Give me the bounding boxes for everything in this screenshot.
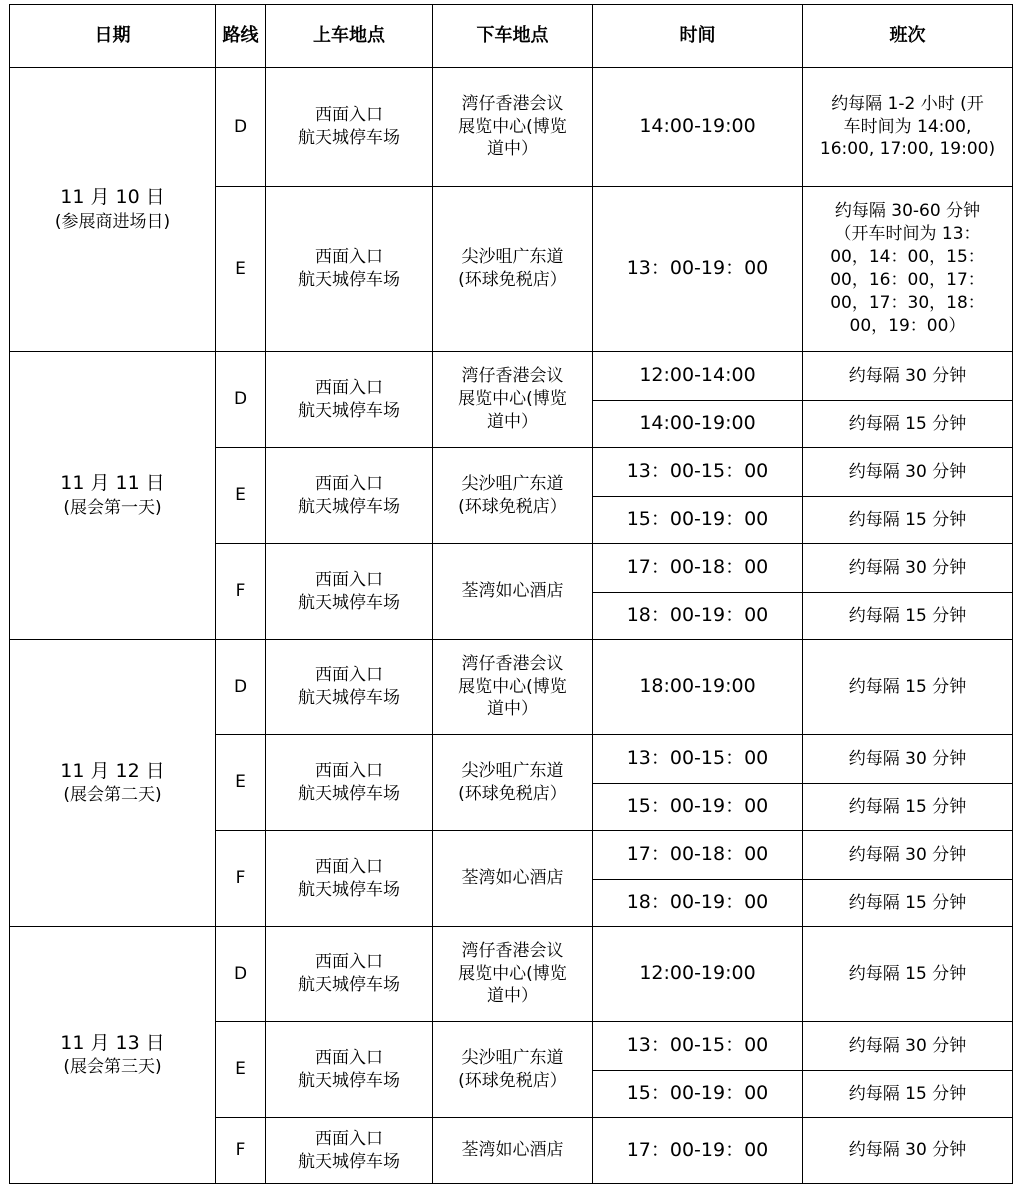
header-boarding: 上车地点 [266, 5, 433, 68]
dropoff-cell [433, 68, 593, 187]
boarding-line: 航天城停车场 [298, 270, 400, 290]
shuttle-schedule-table [9, 4, 1013, 1184]
dropoff-line: 湾仔香港会议 [461, 93, 564, 114]
dropoff-cell [433, 927, 593, 1022]
boarding-line: 西面入口 [315, 1047, 383, 1068]
date-note: (展会第二天) [63, 785, 162, 806]
boarding-line: 航天城停车场 [298, 879, 400, 900]
frequency-cell: 约每隔 15 分钟 [803, 1071, 1013, 1118]
time-cell: 15：00-19：00 [593, 784, 803, 831]
route-cell: E [216, 735, 266, 831]
dropoff-line: (环球免税店） [458, 1070, 567, 1091]
time-cell: 18：00-19：00 [593, 880, 803, 927]
boarding-line: 西面入口 [315, 665, 383, 686]
time-cell: 15：00-19：00 [593, 1071, 803, 1118]
boarding-line: 航天城停车场 [298, 1070, 400, 1091]
boarding-line: 西面入口 [315, 1128, 383, 1149]
date-cell [10, 352, 216, 640]
time-cell: 18：00-19：00 [593, 593, 803, 640]
boarding-cell [266, 187, 433, 352]
frequency-cell: 约每隔 30 分钟 [803, 735, 1013, 784]
table-row [10, 927, 1013, 1022]
table-row [10, 640, 1013, 735]
date-note: (参展商进场日) [54, 211, 171, 232]
frequency-cell [803, 187, 1013, 352]
time-cell: 12:00-19:00 [593, 927, 803, 1022]
boarding-line: 航天城停车场 [298, 400, 400, 421]
dropoff-line: 道中） [487, 699, 538, 720]
dropoff-line: 湾仔香港会议 [461, 366, 564, 387]
frequency-cell: 约每隔 30 分钟 [803, 544, 1013, 593]
boarding-line: 航天城停车场 [298, 783, 400, 804]
frequency-cell: 约每隔 15 分钟 [803, 401, 1013, 448]
boarding-line: 西面入口 [315, 952, 383, 973]
route-cell: F [216, 831, 266, 927]
frequency-cell: 约每隔 30 分钟 [803, 1118, 1013, 1184]
dropoff-line: 展览中心(博览 [458, 116, 567, 137]
table-row [10, 68, 1013, 187]
boarding-line: 航天城停车场 [298, 496, 400, 517]
time-cell: 13：00-19：00 [593, 187, 803, 352]
date-note: (展会第一天) [63, 497, 162, 518]
dropoff-line: 道中） [487, 411, 538, 432]
frequency-cell: 约每隔 30 分钟 [803, 1022, 1013, 1071]
date-note: (展会第三天) [63, 1057, 162, 1078]
time-cell: 12:00-14:00 [593, 352, 803, 401]
frequency-cell: 约每隔 30 分钟 [803, 352, 1013, 401]
header-dropoff: 下车地点 [433, 5, 593, 68]
boarding-cell [266, 68, 433, 187]
frequency-cell [803, 68, 1013, 187]
frequency-line: （开车时间为 13： [834, 224, 981, 245]
dropoff-line: (环球免税店） [458, 496, 567, 517]
time-cell: 17：00-18：00 [593, 544, 803, 593]
route-cell: F [216, 1118, 266, 1184]
boarding-line: 航天城停车场 [298, 688, 400, 708]
dropoff-cell [433, 640, 593, 735]
boarding-line: 航天城停车场 [298, 975, 400, 995]
frequency-cell: 约每隔 15 分钟 [803, 784, 1013, 831]
header-frequency: 班次 [803, 5, 1013, 68]
boarding-cell [266, 1022, 433, 1118]
dropoff-line: 道中） [487, 986, 538, 1007]
route-cell: E [216, 187, 266, 352]
dropoff-line: 展览中心(博览 [458, 389, 567, 410]
time-cell: 17：00-18：00 [593, 831, 803, 880]
dropoff-line: 尖沙咀广东道 [461, 760, 564, 781]
dropoff-line: 展览中心(博览 [458, 963, 567, 984]
frequency-line: 00，14：00，15： [830, 247, 985, 268]
header-date: 日期 [10, 5, 216, 68]
boarding-cell [266, 448, 433, 544]
route-cell: E [216, 1022, 266, 1118]
boarding-line: 西面入口 [315, 856, 383, 877]
boarding-line: 航天城停车场 [298, 1151, 400, 1172]
boarding-cell [266, 1118, 433, 1184]
dropoff-line: (环球免税店） [458, 783, 567, 804]
dropoff-cell [433, 187, 593, 352]
boarding-line: 西面入口 [315, 377, 383, 398]
dropoff-line: 道中） [487, 139, 538, 160]
frequency-cell: 约每隔 15 分钟 [803, 927, 1013, 1022]
route-cell: E [216, 448, 266, 544]
time-cell: 18:00-19:00 [593, 640, 803, 735]
boarding-line: 西面入口 [315, 760, 383, 781]
dropoff-cell [433, 352, 593, 448]
boarding-cell [266, 640, 433, 735]
dropoff-cell: 荃湾如心酒店 [433, 831, 593, 927]
dropoff-line: (环球免税店） [458, 270, 567, 290]
dropoff-line: 湾仔香港会议 [461, 940, 564, 961]
frequency-line: 约每隔 1-2 小时 (开 [831, 93, 984, 114]
time-cell: 13：00-15：00 [593, 1022, 803, 1071]
dropoff-line: 尖沙咀广东道 [461, 247, 564, 268]
date-label: 11 月 10 日 [60, 186, 165, 209]
boarding-cell [266, 544, 433, 640]
boarding-line: 西面入口 [315, 569, 383, 590]
dropoff-line: 展览中心(博览 [458, 676, 567, 697]
dropoff-cell [433, 448, 593, 544]
frequency-line: 车时间为 14:00, [843, 116, 972, 137]
dropoff-line: 湾仔香港会议 [461, 653, 564, 674]
frequency-cell: 约每隔 15 分钟 [803, 593, 1013, 640]
time-cell: 14:00-19:00 [593, 401, 803, 448]
frequency-line: 约每隔 30-60 分钟 [834, 201, 981, 222]
frequency-line: 00，19：00） [849, 315, 966, 336]
frequency-line: 00，17：30，18： [830, 292, 985, 313]
time-cell: 15：00-19：00 [593, 497, 803, 544]
date-label: 11 月 13 日 [60, 1031, 165, 1054]
route-cell: F [216, 544, 266, 640]
frequency-cell: 约每隔 30 分钟 [803, 831, 1013, 880]
boarding-line: 西面入口 [315, 247, 383, 268]
boarding-line: 西面入口 [315, 473, 383, 494]
time-cell: 17：00-19：00 [593, 1118, 803, 1184]
route-cell: D [216, 352, 266, 448]
dropoff-cell [433, 1022, 593, 1118]
route-cell: D [216, 640, 266, 735]
time-cell: 13：00-15：00 [593, 735, 803, 784]
time-cell: 13：00-15：00 [593, 448, 803, 497]
table-row [10, 352, 1013, 401]
dropoff-cell [433, 735, 593, 831]
boarding-cell [266, 352, 433, 448]
dropoff-cell: 荃湾如心酒店 [433, 1118, 593, 1184]
frequency-cell: 约每隔 15 分钟 [803, 880, 1013, 927]
dropoff-line: 尖沙咀广东道 [461, 473, 564, 494]
dropoff-cell: 荃湾如心酒店 [433, 544, 593, 640]
date-cell [10, 927, 216, 1184]
frequency-cell: 约每隔 30 分钟 [803, 448, 1013, 497]
header-route: 路线 [216, 5, 266, 68]
boarding-line: 西面入口 [315, 105, 383, 126]
date-label: 11 月 12 日 [60, 759, 165, 782]
boarding-line: 航天城停车场 [298, 592, 400, 613]
frequency-cell: 约每隔 15 分钟 [803, 497, 1013, 544]
boarding-cell [266, 831, 433, 927]
route-cell: D [216, 927, 266, 1022]
boarding-cell [266, 927, 433, 1022]
time-cell: 14:00-19:00 [593, 68, 803, 187]
route-cell: D [216, 68, 266, 187]
boarding-cell [266, 735, 433, 831]
date-label: 11 月 11 日 [60, 472, 165, 495]
date-cell [10, 640, 216, 927]
date-cell [10, 68, 216, 352]
frequency-line: 16:00, 17:00, 19:00) [819, 139, 996, 160]
table-header-row [10, 5, 1013, 68]
frequency-line: 00，16：00，17： [830, 270, 985, 290]
dropoff-line: 尖沙咀广东道 [461, 1047, 564, 1068]
boarding-line: 航天城停车场 [298, 128, 400, 148]
header-time: 时间 [593, 5, 803, 68]
frequency-cell: 约每隔 15 分钟 [803, 640, 1013, 735]
